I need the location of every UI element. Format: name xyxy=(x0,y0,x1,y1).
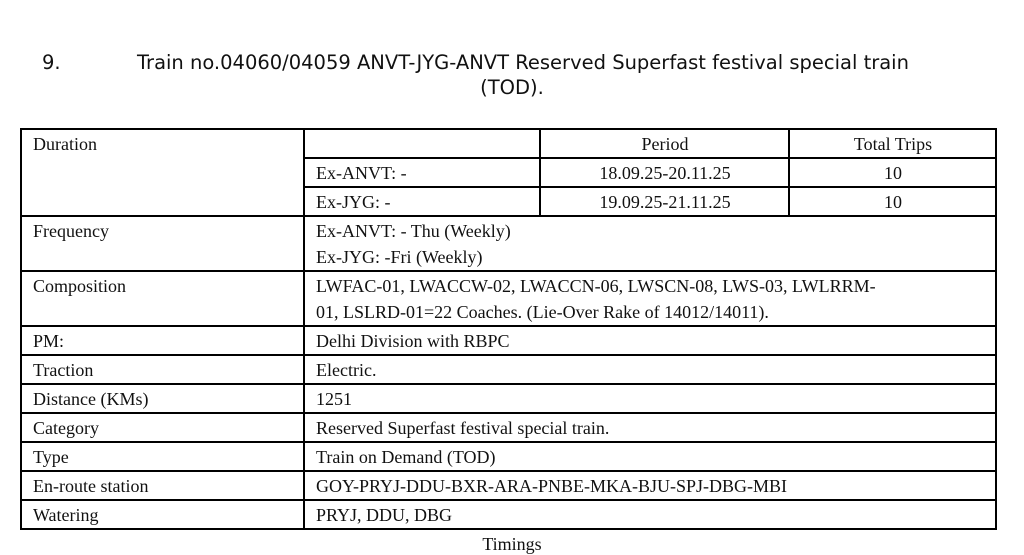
traction-row xyxy=(21,355,996,384)
type-row xyxy=(21,442,996,471)
duration-trips: 10 xyxy=(789,158,996,187)
enroute-value: GOY-PRYJ-DDU-BXR-ARA-PNBE-MKA-BJU-SPJ-DBG-MBI xyxy=(304,471,996,500)
category-value: Reserved Superfast festival special train. xyxy=(304,413,996,442)
category-label: Category xyxy=(21,413,304,442)
pm-label: PM: xyxy=(21,326,304,355)
traction-value: Electric. xyxy=(304,355,996,384)
watering-row xyxy=(21,500,996,529)
distance-row xyxy=(21,384,996,413)
duration-period: 18.09.25-20.11.25 xyxy=(540,158,789,187)
type-value: Train on Demand (TOD) xyxy=(304,442,996,471)
traction-label: Traction xyxy=(21,355,304,384)
period-header: Period xyxy=(540,129,789,158)
category-row xyxy=(21,413,996,442)
duration-header-row xyxy=(21,129,996,158)
composition-line: LWFAC-01, LWACCW-02, LWACCN-06, LWSCN-08, LWS-03, LWLRRM- xyxy=(316,276,876,296)
frequency-label: Frequency xyxy=(21,216,304,271)
watering-label: Watering xyxy=(21,500,304,529)
composition-value xyxy=(304,271,996,326)
watering-value: PRYJ, DDU, DBG xyxy=(304,500,996,529)
distance-value: 1251 xyxy=(304,384,996,413)
frequency-line: Ex-ANVT: - Thu (Weekly) xyxy=(316,221,511,241)
section-title-line2: (TOD). xyxy=(480,76,544,99)
enroute-label: En-route station xyxy=(21,471,304,500)
duration-header-blank xyxy=(304,129,540,158)
duration-trips: 10 xyxy=(789,187,996,216)
composition-row xyxy=(21,271,996,326)
train-details-table xyxy=(20,128,997,530)
composition-label: Composition xyxy=(21,271,304,326)
section-title-line1: Train no.04060/04059 ANVT-JYG-ANVT Reserved Superfast festival special train xyxy=(137,51,909,74)
distance-label: Distance (KMs) xyxy=(21,384,304,413)
duration-period: 19.09.25-21.11.25 xyxy=(540,187,789,216)
frequency-value xyxy=(304,216,996,271)
enroute-row xyxy=(21,471,996,500)
type-label: Type xyxy=(21,442,304,471)
composition-line: 01, LSLRD-01=22 Coaches. (Lie-Over Rake of 14012/14011). xyxy=(316,302,769,322)
section-number: 9. xyxy=(42,51,61,74)
duration-origin: Ex-ANVT: - xyxy=(304,158,540,187)
pm-value: Delhi Division with RBPC xyxy=(304,326,996,355)
total-trips-header: Total Trips xyxy=(789,129,996,158)
frequency-line: Ex-JYG: -Fri (Weekly) xyxy=(316,247,483,267)
pm-row xyxy=(21,326,996,355)
timings-caption: Timings xyxy=(482,534,542,554)
frequency-row xyxy=(21,216,996,271)
duration-label: Duration xyxy=(21,129,304,216)
duration-origin: Ex-JYG: - xyxy=(304,187,540,216)
